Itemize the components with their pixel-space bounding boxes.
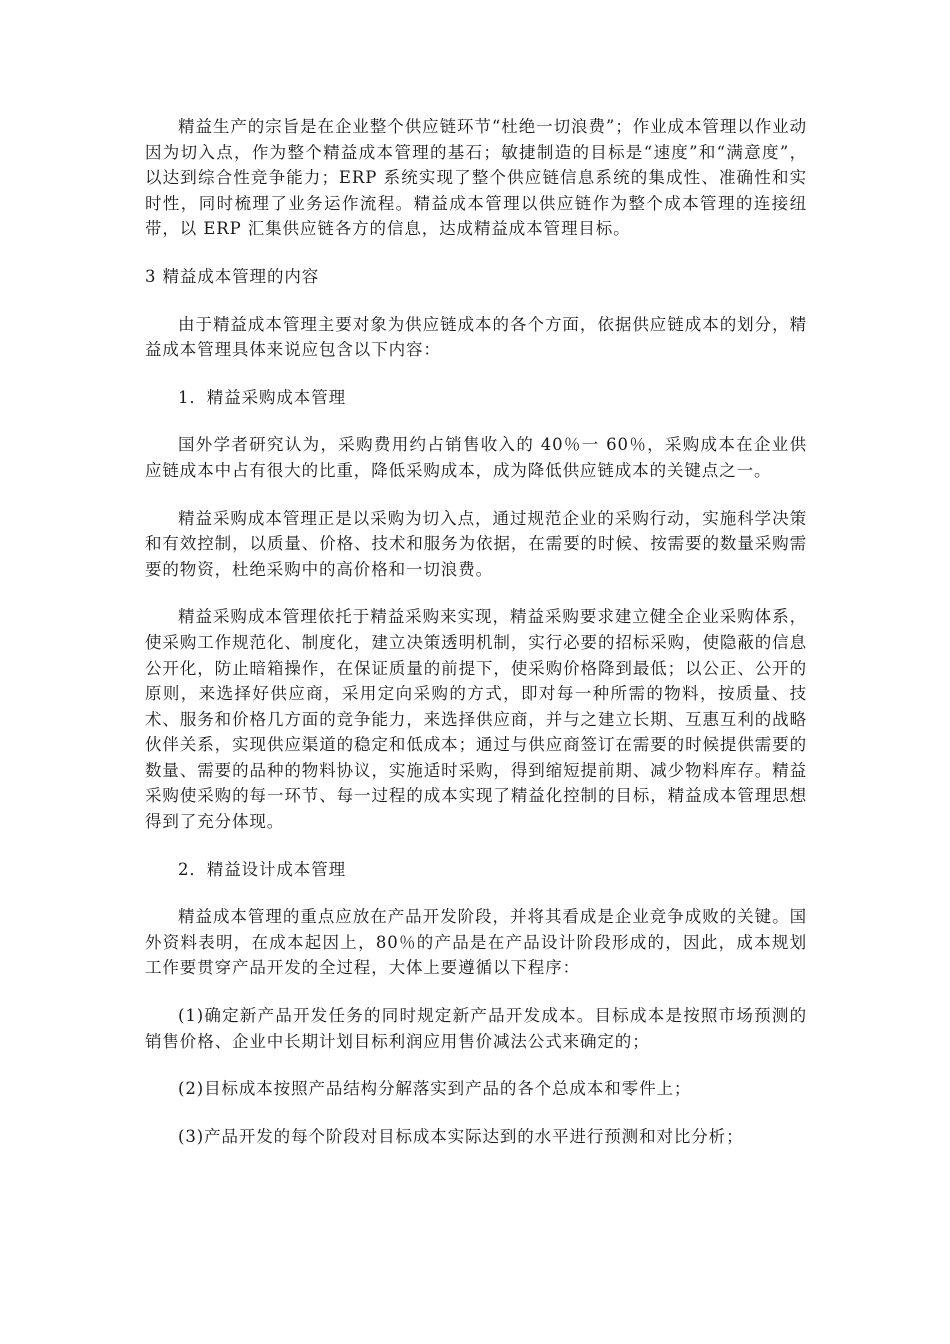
paragraph: 国外学者研究认为，采购费用约占销售收入的 40％一 60％，采购成本在企业供应链成本中占有很大的比重，降低采购成本，成为降低供应链成本的关键点之一。 [145,435,807,480]
subsection-heading: 2．精益设计成本管理 [178,859,346,879]
paragraph: 由于精益成本管理主要对象为供应链成本的各个方面，依据供应链成本的划分，精益成本管理具体来说应包含以下内容： [145,314,807,360]
paragraph: 精益生产的宗旨是在企业整个供应链环节“杜绝一切浪费”；作业成本管理以作业动因为切入点，作为整个精益成本管理的基石；敏捷制造的目标是“速度”和“满意度”，以达到综合性竞争能力；ERP 系统实现了整个供应链信息系统的集成性、准确性和实时性，同时梳理了业务运作流程。精益成本管理以供应链作为整个成本管理的连接纽带，以 ERP 汇集供应链各方的信息，达成精益成本管理目标。 [145,117,807,239]
list-item-paragraph: (3)产品开发的每个阶段对目标成本实际达到的水平进行预测和对比分析； [178,1126,744,1146]
paragraph: 精益采购成本管理依托于精益采购来实现，精益采购要求建立健全企业采购体系，使采购工作规范化、制度化，建立决策透明机制，实行必要的招标采购，使隐蔽的信息公开化，防止暗箱操作，在保证质量的前提下，使采购价格降到最低；以公正、公开的原则，来选择好供应商，采用定向采购的方式，即对每一种所需的物料，按质量、技术、服务和价格几方面的竞争能力，来选择供应商，并与之建立长期、互惠互利的战略伙伴关系，实现供应渠道的稳定和低成本；通过与供应商签订在需要的时候提供需要的数量、需要的品种的物料协议，实施适时采购，得到缩短提前期、减少物料库存。精益采购使采购的每一环节、每一过程的成本实现了精益化控制的目标，精益成本管理思想得到了充分体现。 [145,607,807,832]
list-item-paragraph: (1)确定新产品开发任务的同时规定新产品开发成本。目标成本是按照市场预测的销售价格、企业中长期计划目标利润应用售价减法公式来确定的； [145,1006,807,1051]
section-heading: 3 精益成本管理的内容 [145,266,320,286]
document-page [145,114,807,1171]
paragraph: 精益成本管理的重点应放在产品开发阶段，并将其看成是企业竞争成败的关键。国外资料表明，在成本起因上，80％的产品是在产品设计阶段形成的，因此，成本规划工作要贯穿产品开发的全过程，大体上要遵循以下程序： [145,907,807,978]
list-item-paragraph: (2)目标成本按照产品结构分解落实到产品的各个总成本和零件上； [178,1079,692,1099]
paragraph: 精益采购成本管理正是以采购为切入点，通过规范企业的采购行动，实施科学决策和有效控制，以质量、价格、技术和服务为依据，在需要的时候、按需要的数量采购需要的物资，杜绝采购中的高价格和一切浪费。 [145,508,807,579]
subsection-heading: 1．精益采购成本管理 [178,387,346,407]
